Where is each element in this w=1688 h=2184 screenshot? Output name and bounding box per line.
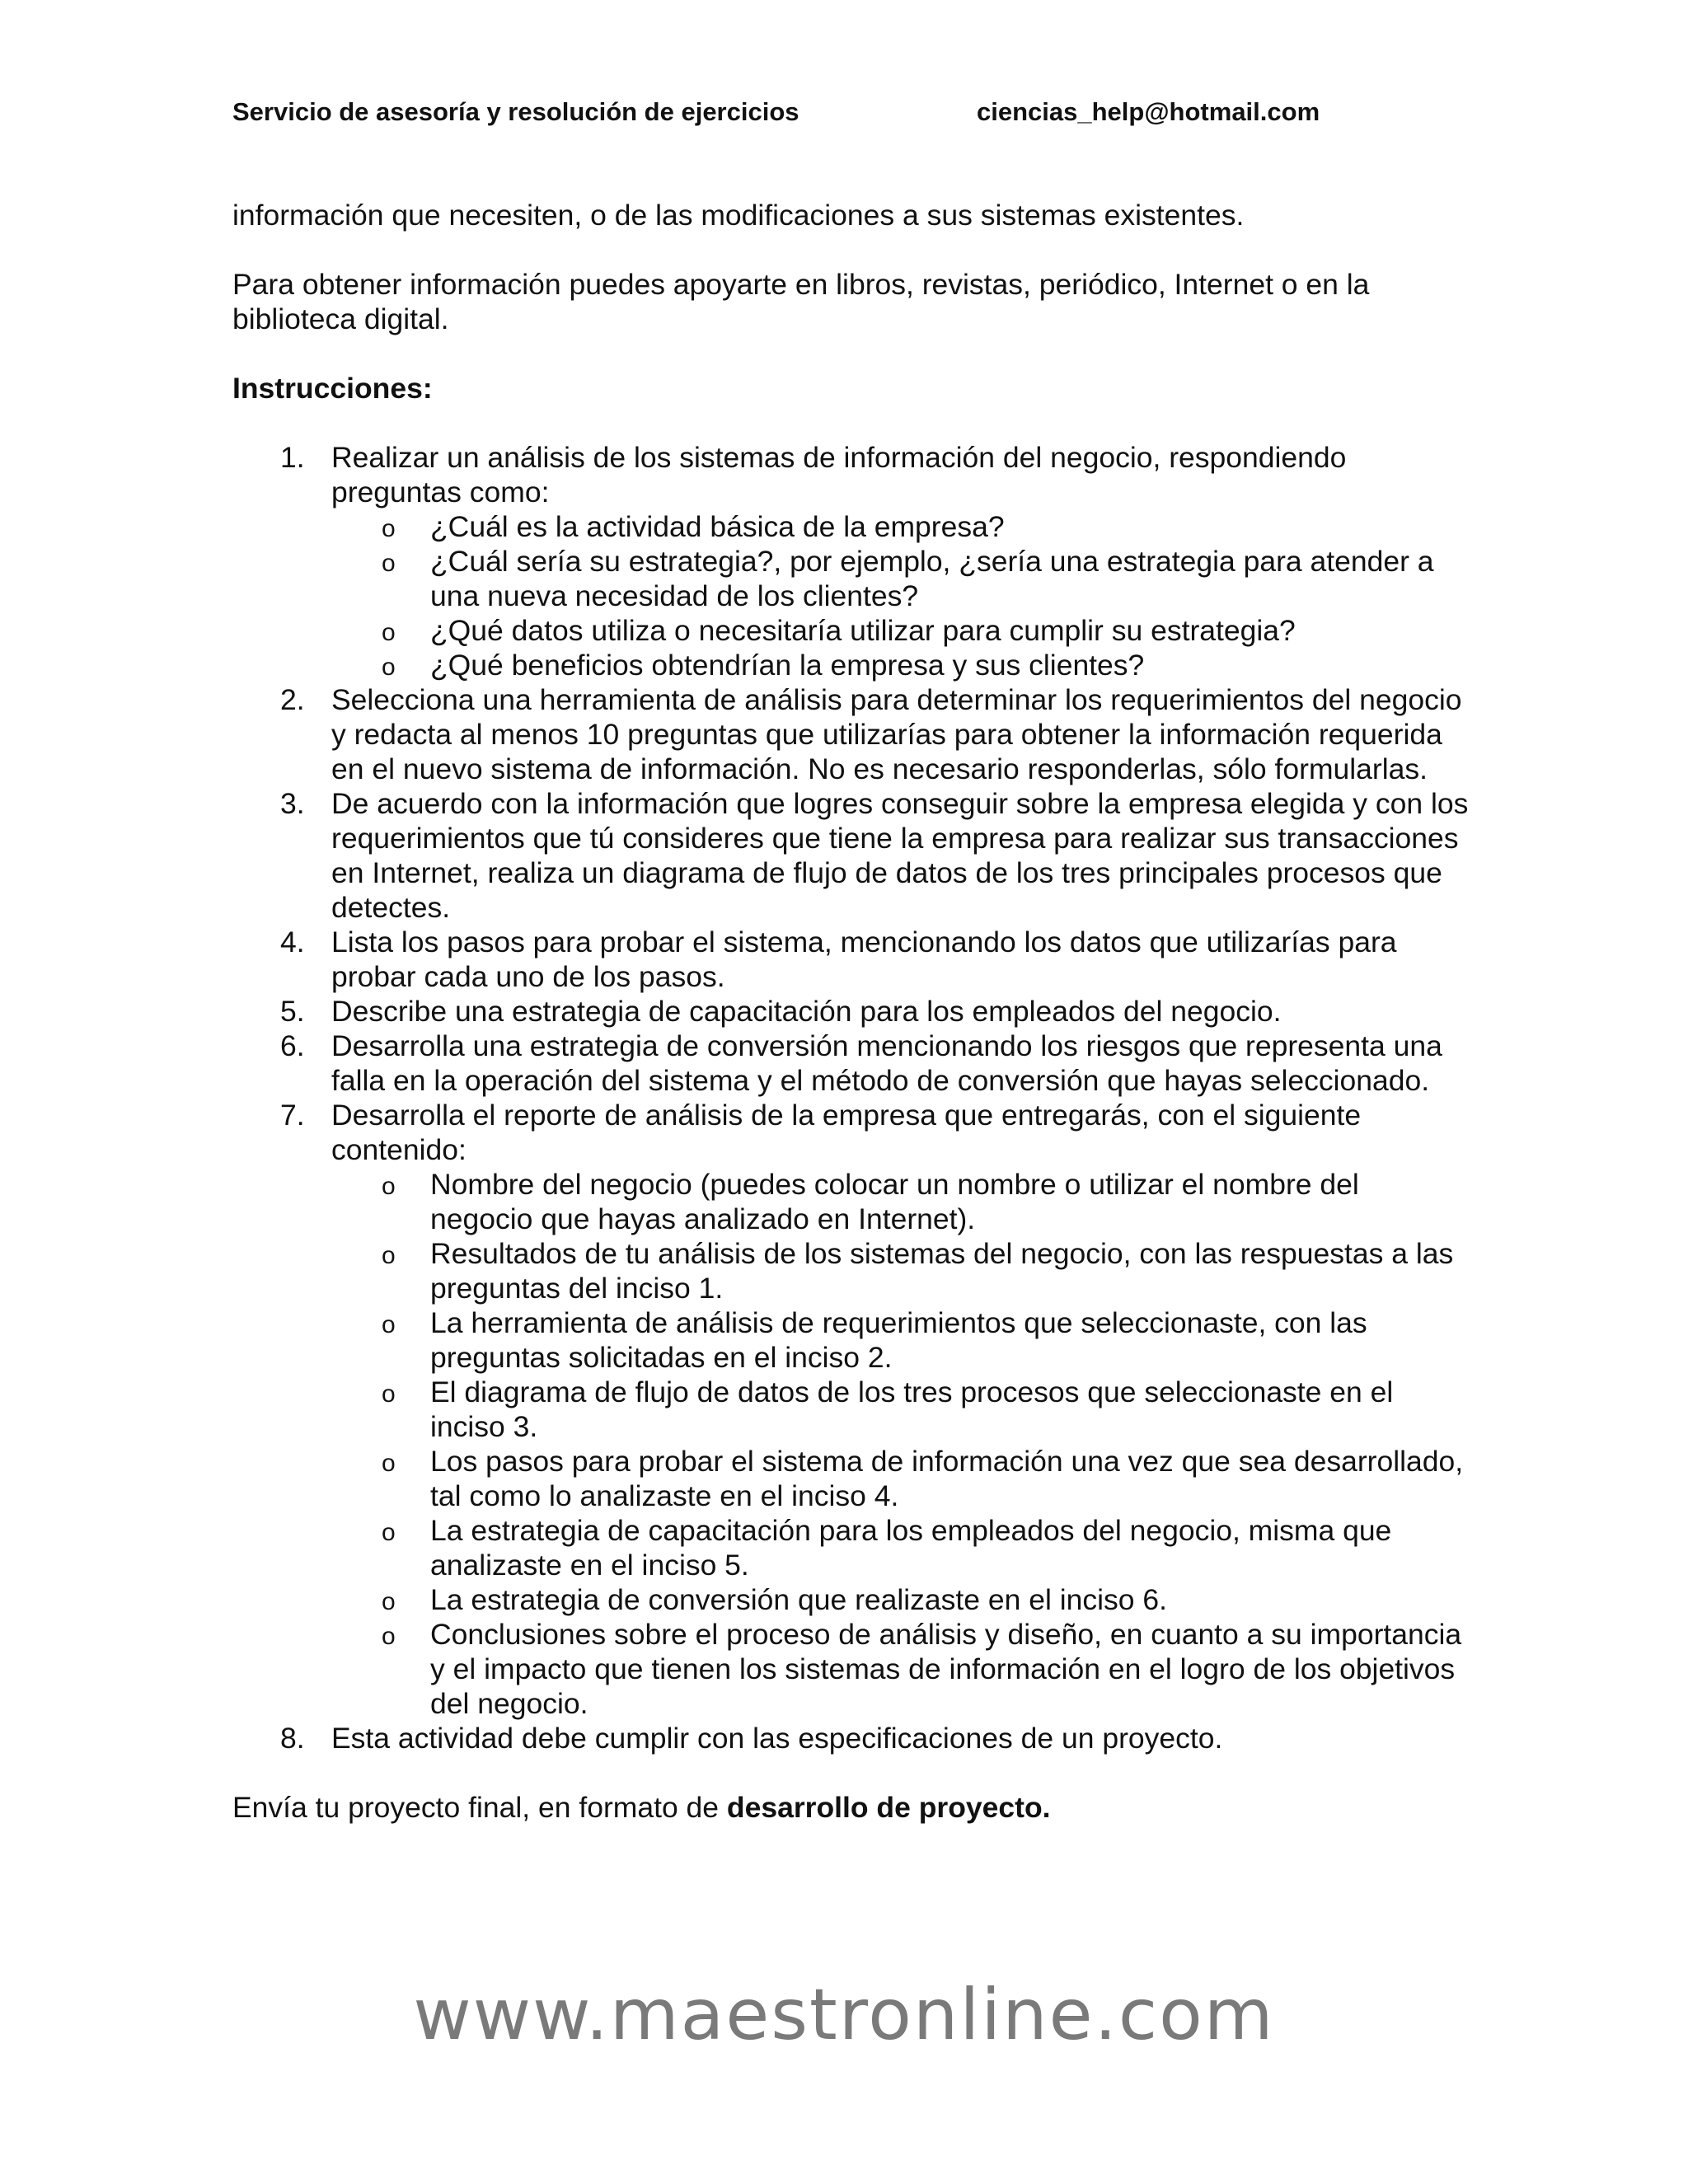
intro-line: información que necesiten, o de las modificaciones a sus sistemas existentes. bbox=[232, 199, 1245, 232]
instruction-text: De acuerdo con la información que logres conseguir sobre la empresa elegida y con los requerimientos que tú consideres que tiene la empresa para realizar sus transacciones en Internet, realiza un diagrama de flujo de datos de los tres principales procesos que detectes. bbox=[331, 787, 1469, 924]
sub-question-text: El diagrama de flujo de datos de los tres procesos que seleccionaste en el inciso 3. bbox=[430, 1376, 1394, 1443]
instruction-text: Selecciona una herramienta de análisis para determinar los requerimientos del negocio y redacta al menos 10 preguntas que utilizarías para obtener la información requerida en el nuevo sistema de información. No es necesario responderlas, sólo formularlas. bbox=[331, 683, 1462, 785]
circle-bullet-icon: o bbox=[382, 1588, 396, 1615]
header-service-title: Servicio de asesoría y resolución de ejercicios bbox=[232, 97, 799, 126]
instruction-text: Lista los pasos para probar el sistema, mencionando los datos que utilizarías para probar cada uno de los pasos. bbox=[331, 926, 1397, 993]
instructions-list bbox=[232, 440, 1469, 1755]
circle-bullet-icon: o bbox=[382, 619, 396, 646]
circle-bullet-icon: o bbox=[382, 515, 396, 542]
sub-question-text: La estrategia de conversión que realizaste en el inciso 6. bbox=[430, 1583, 1167, 1616]
instruction-text: Desarrolla el reporte de análisis de la empresa que entregarás, con el siguiente contenido: bbox=[331, 1099, 1362, 1166]
final-instruction-bold: desarrollo de proyecto. bbox=[726, 1791, 1051, 1824]
sub-question-text: Los pasos para probar el sistema de información una vez que sea desarrollado, tal como lo analizaste en el inciso 4. bbox=[430, 1445, 1464, 1512]
instruction-number: 1. bbox=[280, 441, 305, 474]
sub-question-item bbox=[331, 1444, 1469, 1513]
instruction-number: 2. bbox=[280, 683, 305, 716]
sub-question-item bbox=[331, 613, 1469, 648]
circle-bullet-icon: o bbox=[382, 1242, 396, 1269]
instruction-item bbox=[232, 786, 1469, 925]
instruction-item bbox=[232, 925, 1469, 994]
sub-question-item bbox=[331, 1582, 1469, 1617]
instruction-item bbox=[232, 1098, 1469, 1721]
sub-question-item bbox=[331, 1305, 1469, 1375]
sub-question-text: La estrategia de capacitación para los empleados del negocio, misma que analizaste en el inciso 5. bbox=[430, 1514, 1392, 1582]
instruction-number: 7. bbox=[280, 1099, 305, 1132]
sub-question-item bbox=[331, 1617, 1469, 1721]
sub-question-text: ¿Qué beneficios obtendrían la empresa y sus clientes? bbox=[430, 649, 1145, 682]
sub-question-list bbox=[331, 509, 1469, 682]
instruction-item bbox=[232, 994, 1469, 1029]
instructions-heading: Instrucciones: bbox=[232, 372, 433, 405]
sub-question-text: Resultados de tu análisis de los sistemas del negocio, con las respuestas a las preguntas del inciso 1. bbox=[430, 1237, 1454, 1305]
sub-question-item bbox=[331, 1375, 1469, 1444]
sub-question-text: ¿Qué datos utiliza o necesitaría utilizar para cumplir su estrategia? bbox=[430, 614, 1296, 647]
circle-bullet-icon: o bbox=[382, 1450, 396, 1477]
instruction-number: 8. bbox=[280, 1722, 305, 1755]
sub-question-item bbox=[331, 1236, 1469, 1305]
circle-bullet-icon: o bbox=[382, 1380, 396, 1408]
instruction-number: 6. bbox=[280, 1029, 305, 1062]
sub-question-item bbox=[331, 544, 1469, 613]
circle-bullet-icon: o bbox=[382, 1519, 396, 1546]
circle-bullet-icon: o bbox=[382, 1623, 396, 1650]
sub-question-text: ¿Cuál es la actividad básica de la empresa? bbox=[430, 510, 1005, 543]
circle-bullet-icon: o bbox=[382, 654, 396, 681]
final-instruction-text: Envía tu proyecto final, en formato de bbox=[232, 1791, 727, 1824]
final-instruction bbox=[232, 1790, 1469, 1825]
instruction-text: Realizar un análisis de los sistemas de información del negocio, respondiendo preguntas como: bbox=[331, 441, 1347, 509]
watermark-url: www.maestronline.com bbox=[413, 1974, 1275, 2056]
sub-question-list bbox=[331, 1167, 1469, 1721]
sub-question-item bbox=[331, 648, 1469, 682]
instruction-number: 5. bbox=[280, 995, 305, 1028]
header-email: ciencias_help@hotmail.com bbox=[977, 97, 1320, 126]
instruction-item bbox=[232, 1721, 1469, 1755]
instruction-text: Describe una estrategia de capacitación para los empleados del negocio. bbox=[331, 995, 1282, 1028]
instruction-item bbox=[232, 440, 1469, 682]
instruction-number: 4. bbox=[280, 926, 305, 958]
instruction-number: 3. bbox=[280, 787, 305, 820]
sub-question-item bbox=[331, 1167, 1469, 1236]
instruction-item bbox=[232, 682, 1469, 786]
sub-question-item bbox=[331, 509, 1469, 544]
sub-question-text: Conclusiones sobre el proceso de análisis y diseño, en cuanto a su importancia y el impacto que tienen los sistemas de información en el logro de los objetivos del negocio. bbox=[430, 1618, 1462, 1720]
instruction-item bbox=[232, 1029, 1469, 1098]
intro-paragraph: Para obtener información puedes apoyarte en libros, revistas, periódico, Internet o en la biblioteca digital. bbox=[232, 268, 1370, 335]
document-body bbox=[232, 198, 1469, 1825]
circle-bullet-icon: o bbox=[382, 1173, 396, 1200]
sub-question-text: ¿Cuál sería su estrategia?, por ejemplo, ¿sería una estrategia para atender a una nueva necesidad de los clientes? bbox=[430, 545, 1434, 612]
circle-bullet-icon: o bbox=[382, 1311, 396, 1338]
sub-question-text: La herramienta de análisis de requerimientos que seleccionaste, con las preguntas solicitadas en el inciso 2. bbox=[430, 1306, 1367, 1374]
sub-question-item bbox=[331, 1513, 1469, 1582]
instruction-text: Desarrolla una estrategia de conversión mencionando los riesgos que representa una falla en la operación del sistema y el método de conversión que hayas seleccionado. bbox=[331, 1029, 1442, 1097]
circle-bullet-icon: o bbox=[382, 550, 396, 577]
instruction-text: Esta actividad debe cumplir con las especificaciones de un proyecto. bbox=[331, 1722, 1223, 1755]
sub-question-text: Nombre del negocio (puedes colocar un nombre o utilizar el nombre del negocio que hayas analizado en Internet). bbox=[430, 1168, 1359, 1235]
page-header bbox=[232, 97, 1469, 138]
